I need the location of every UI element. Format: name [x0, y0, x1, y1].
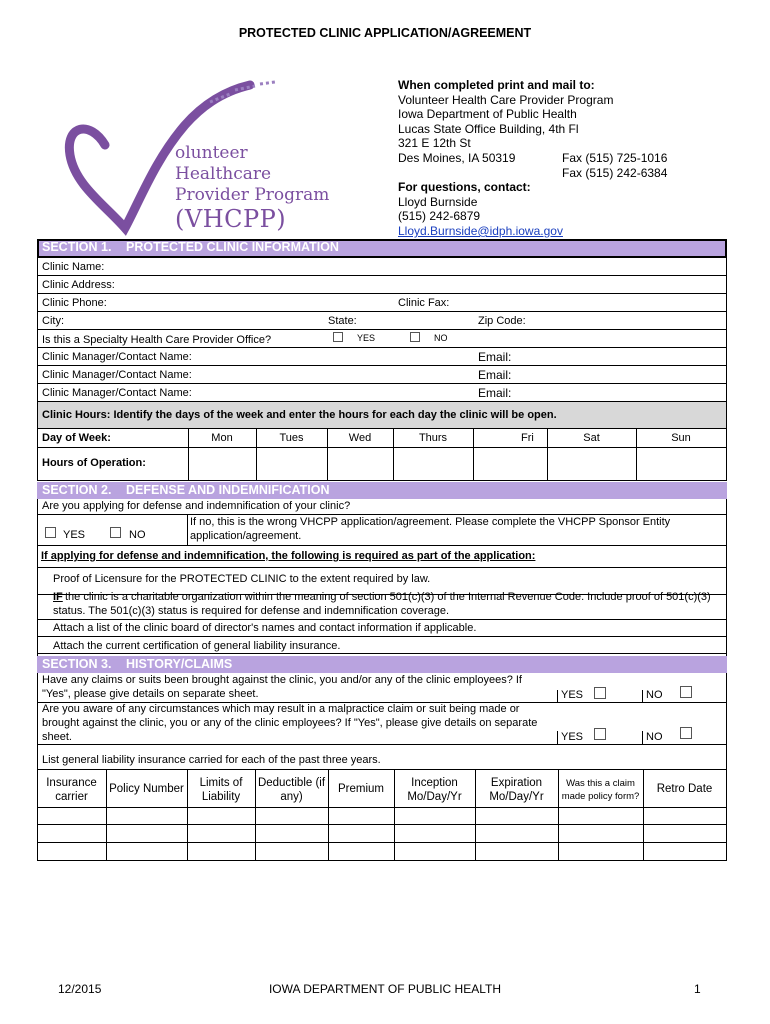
- contact-email-link[interactable]: Lloyd.Burnside@idph.iowa.gov: [398, 223, 563, 238]
- required-heading: If applying for defense and indemnification, the following is required as part of the application:: [41, 550, 536, 562]
- email-2-label: Email:: [478, 368, 512, 382]
- claims-question-b: "Yes", please give details on separate sheet.: [42, 688, 259, 700]
- mail-line: Iowa Department of Public Health: [398, 107, 577, 122]
- mailing-info: [398, 78, 698, 239]
- col-limits-of-liability: Limits of Liability: [199, 777, 243, 803]
- mail-line: Volunteer Health Care Provider Program: [398, 92, 614, 107]
- col-expiration: Expiration Mo/Day/Yr: [489, 777, 544, 803]
- specialty-yes-label: YES: [357, 333, 376, 343]
- day-wed: Wed: [348, 432, 372, 444]
- requirement-501c3-a: the clinic is a charitable organization within the meaning of section 501(c)(3) of the Internal Revenue Code. Include proof of 501(c)(3): [65, 591, 711, 603]
- circumstances-question-c: sheet.: [42, 731, 72, 743]
- section-2-body: [37, 499, 727, 669]
- col-insurance-carrier: Insurance carrier: [46, 777, 97, 803]
- section-number: SECTION 2.: [42, 483, 112, 497]
- requirement-board-list: Attach a list of the clinic board of director's names and contact information if applicable.: [53, 622, 477, 634]
- section-title: HISTORY/CLAIMS: [126, 657, 233, 671]
- contact-phone: (515) 242-6879: [398, 209, 481, 224]
- hours-of-operation-label: Hours of Operation:: [42, 457, 146, 469]
- defense-yes-checkbox[interactable]: [45, 527, 56, 538]
- day-fri: Fri: [521, 432, 534, 444]
- specialty-no-checkbox[interactable]: [410, 332, 420, 342]
- circumstances-question-a: Are you aware of any circumstances which may result in a malpractice claim or suit being made or: [42, 703, 520, 715]
- mail-line: Lucas State Office Building, 4th Fl: [398, 121, 579, 136]
- specialty-question: Is this a Specialty Health Care Provider Office?: [42, 334, 272, 346]
- page-title: PROTECTED CLINIC APPLICATION/AGREEMENT: [238, 26, 532, 40]
- fax-2: Fax (515) 242-6384: [562, 165, 668, 180]
- zip-label: Zip Code:: [478, 315, 526, 327]
- day-thurs: Thurs: [418, 432, 448, 444]
- requirement-insurance-cert: Attach the current certification of general liability insurance.: [53, 640, 341, 652]
- contact-heading: For questions, contact:: [398, 180, 531, 195]
- manager-2-label: Clinic Manager/Contact Name:: [42, 369, 192, 381]
- day-of-week-label: Day of Week:: [42, 432, 111, 444]
- circumstances-question-b: brought against the clinic, you or any of the clinic employees? If "Yes", please give details on separate: [42, 717, 538, 729]
- city-label: City:: [42, 315, 64, 327]
- requirement-licensure: Proof of Licensure for the PROTECTED CLINIC to the extent required by law.: [53, 573, 431, 585]
- hours-table: [37, 428, 727, 481]
- day-tues: Tues: [279, 432, 304, 444]
- requirement-if: IF: [53, 591, 63, 603]
- day-mon: Mon: [211, 432, 233, 444]
- manager-1-label: Clinic Manager/Contact Name:: [42, 351, 192, 363]
- contact-name: Lloyd Burnside: [398, 194, 478, 209]
- defense-question: Are you applying for defense and indemnification of your clinic?: [42, 500, 351, 512]
- col-inception: Inception Mo/Day/Yr: [407, 777, 462, 803]
- col-policy-number: Policy Number: [109, 783, 184, 795]
- mail-city: Des Moines, IA 50319: [398, 150, 516, 165]
- section-3-body: [37, 673, 727, 861]
- defense-no-label: NO: [129, 529, 146, 541]
- logo-line-2: Healthcare: [175, 164, 272, 184]
- day-sat: Sat: [583, 432, 600, 444]
- circumstances-no-label: NO: [646, 731, 663, 743]
- defense-no-checkbox[interactable]: [110, 527, 121, 538]
- clinic-name-label: Clinic Name:: [42, 261, 105, 273]
- day-sun: Sun: [671, 432, 691, 444]
- claims-no-label: NO: [646, 689, 663, 701]
- claims-no-checkbox[interactable]: [680, 686, 692, 698]
- col-premium: Premium: [337, 783, 384, 795]
- footer-page-number: 1: [694, 982, 701, 996]
- claims-question-a: Have any claims or suits been brought against the clinic, you and/or any of the clinic employees? If: [42, 674, 522, 686]
- defense-yes-label: YES: [63, 529, 86, 541]
- footer-date: 12/2015: [58, 982, 102, 996]
- if-no-text-2: application/agreement.: [190, 530, 302, 542]
- col-claim-made: Was this a claim made policy form?: [561, 778, 640, 802]
- state-label: State:: [328, 315, 357, 327]
- email-3-label: Email:: [478, 386, 512, 400]
- mail-heading: When completed print and mail to:: [398, 78, 595, 92]
- circumstances-no-checkbox[interactable]: [680, 727, 692, 739]
- logo-line-1: olunteer: [175, 143, 248, 163]
- col-deductible: Deductible (if any): [257, 777, 326, 803]
- footer-department: IOWA DEPARTMENT OF PUBLIC HEALTH: [268, 982, 502, 996]
- section-1-header-border: [37, 239, 727, 258]
- if-no-text-1: If no, this is the wrong VHCPP application/agreement. Please complete the VHCPP Sponsor Entity: [190, 516, 671, 528]
- specialty-yes-checkbox[interactable]: [333, 332, 343, 342]
- logo-line-3: Provider Program: [175, 185, 330, 205]
- specialty-no-label: NO: [434, 333, 448, 343]
- clinic-fax-label: Clinic Fax:: [398, 297, 450, 309]
- claims-yes-label: YES: [561, 689, 584, 701]
- section-number: SECTION 3.: [42, 657, 112, 671]
- hours-instruction-row: [37, 401, 727, 429]
- email-1-label: Email:: [478, 350, 512, 364]
- circumstances-yes-label: YES: [561, 731, 584, 743]
- section-2-header: [37, 482, 727, 499]
- logo-line-4: (VHCPP): [175, 205, 287, 233]
- section-title: DEFENSE AND INDEMNIFICATION: [126, 483, 330, 497]
- col-retro-date: Retro Date: [656, 783, 713, 795]
- manager-3-label: Clinic Manager/Contact Name:: [42, 387, 192, 399]
- insurance-instruction: List general liability insurance carried for each of the past three years.: [42, 754, 381, 766]
- fax-1: Fax (515) 725-1016: [562, 150, 668, 165]
- claims-yes-checkbox[interactable]: [594, 687, 606, 699]
- section-3-header: [37, 656, 727, 673]
- clinic-info-grid: [37, 258, 727, 401]
- requirement-501c3-b: status. The 501(c)(3) status is required for defense and indemnification coverage.: [53, 605, 450, 617]
- clinic-phone-label: Clinic Phone:: [42, 297, 107, 309]
- section-title: PROTECTED CLINIC INFORMATION: [126, 240, 339, 254]
- hours-instruction: Clinic Hours: Identify the days of the week and enter the hours for each day the clinic will be open.: [42, 409, 557, 421]
- circumstances-yes-checkbox[interactable]: [594, 728, 606, 740]
- section-number: SECTION 1.: [42, 240, 112, 254]
- mail-line: 321 E 12th St: [398, 136, 471, 151]
- logo-text: [175, 143, 329, 232]
- clinic-address-label: Clinic Address:: [42, 279, 115, 291]
